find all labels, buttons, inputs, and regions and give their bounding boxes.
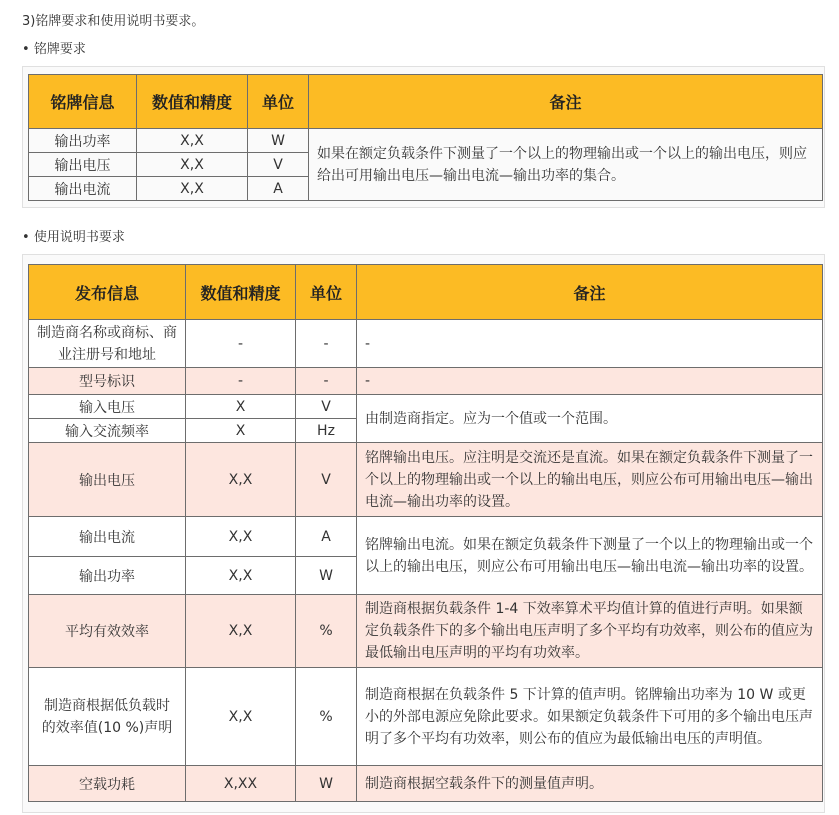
table1-cell: V xyxy=(248,153,309,177)
nameplate-table xyxy=(28,74,823,201)
table-row-unit: W xyxy=(296,557,357,595)
table-row-unit: % xyxy=(296,595,357,668)
table2-header-value: 数值和精度 xyxy=(186,265,296,320)
manual-requirements-label: • 使用说明书要求 xyxy=(22,226,125,245)
table-row-info: 空载功耗 xyxy=(29,766,186,802)
table-row-value: X,X xyxy=(186,668,296,766)
table-row-info: 输出功率 xyxy=(29,557,186,595)
table2-header-info: 发布信息 xyxy=(29,265,186,320)
table1-cell: X,X xyxy=(137,129,248,153)
table2-header-note: 备注 xyxy=(357,265,823,320)
input-note: 由制造商指定。应为一个值或一个范围。 xyxy=(357,395,823,443)
table-row-info: 输出电压 xyxy=(29,443,186,517)
table1-cell: X,X xyxy=(137,177,248,201)
table1-cell: A xyxy=(248,177,309,201)
table-row-value: X,X xyxy=(186,443,296,517)
nameplate-requirements-label: • 铭牌要求 xyxy=(22,38,86,57)
table-row-info: 制造商根据低负载时的效率值(10 %)声明 xyxy=(29,668,186,766)
table-row-note: 制造商根据空载条件下的测量值声明。 xyxy=(357,766,823,802)
table1-header-unit: 单位 xyxy=(248,75,309,129)
table-row-note: 制造商根据负载条件 1-4 下效率算术平均值计算的值进行声明。如果额定负载条件下的多个输出电压声明了多个平均有功效率，则公布的值应为最低输出电压声明的平均有功效率。 xyxy=(357,595,823,668)
table1-note: 如果在额定负载条件下测量了一个以上的物理输出或一个以上的输出电压，则应给出可用输出电压—输出电流—输出功率的集合。 xyxy=(309,129,823,201)
table-row-unit: Hz xyxy=(296,419,357,443)
table-row-info: 输出电流 xyxy=(29,517,186,557)
table1-header-note: 备注 xyxy=(309,75,823,129)
table1-cell: 输出电流 xyxy=(29,177,137,201)
table-row-info: 平均有效效率 xyxy=(29,595,186,668)
table-row-note: - xyxy=(357,368,823,395)
table-row-note: 铭牌输出电压。应注明是交流还是直流。如果在额定负载条件下测量了一个以上的物理输出或一个以上的输出电压，则应公布可用输出电压—输出电流—输出功率的设置。 xyxy=(357,443,823,517)
table-row-info: 输入电压 xyxy=(29,395,186,419)
table-row-info: 输入交流频率 xyxy=(29,419,186,443)
table1-cell: X,X xyxy=(137,153,248,177)
table-row-value: X,XX xyxy=(186,766,296,802)
table-row-value: X,X xyxy=(186,517,296,557)
table-row-info: 型号标识 xyxy=(29,368,186,395)
table-row-value: X,X xyxy=(186,557,296,595)
table-row-value: - xyxy=(186,368,296,395)
table-row-unit: W xyxy=(296,766,357,802)
table1-header-info: 铭牌信息 xyxy=(29,75,137,129)
table1-cell: 输出电压 xyxy=(29,153,137,177)
table1-header-value: 数值和精度 xyxy=(137,75,248,129)
table-row-note: - xyxy=(357,320,823,368)
table-row-info: 制造商名称或商标、商业注册号和地址 xyxy=(29,320,186,368)
current-power-note: 铭牌输出电流。如果在额定负载条件下测量了一个以上的物理输出或一个以上的输出电压，则应公布可用输出电压—输出电流—输出功率的设置。 xyxy=(357,517,823,595)
table-row-note: 制造商根据在负载条件 5 下计算的值声明。铭牌输出功率为 10 W 或更小的外部电源应免除此要求。如果额定负载条件下可用的多个输出电压声明了多个平均有功效率，则公布的值应为最低输出电压的声明值。 xyxy=(357,668,823,766)
table-row-value: X xyxy=(186,395,296,419)
table-row-unit: % xyxy=(296,668,357,766)
table1-cell: 输出功率 xyxy=(29,129,137,153)
manual-table xyxy=(28,264,823,802)
table-row-value: X,X xyxy=(186,595,296,668)
table1-cell: W xyxy=(248,129,309,153)
table-row-unit: A xyxy=(296,517,357,557)
table-row-unit: V xyxy=(296,395,357,419)
table-row-unit: - xyxy=(296,368,357,395)
table-row-unit: - xyxy=(296,320,357,368)
table-row-value: - xyxy=(186,320,296,368)
table-row-unit: V xyxy=(296,443,357,517)
table2-header-unit: 单位 xyxy=(296,265,357,320)
section-heading: 3)铭牌要求和使用说明书要求。 xyxy=(22,14,205,29)
table-row-value: X xyxy=(186,419,296,443)
